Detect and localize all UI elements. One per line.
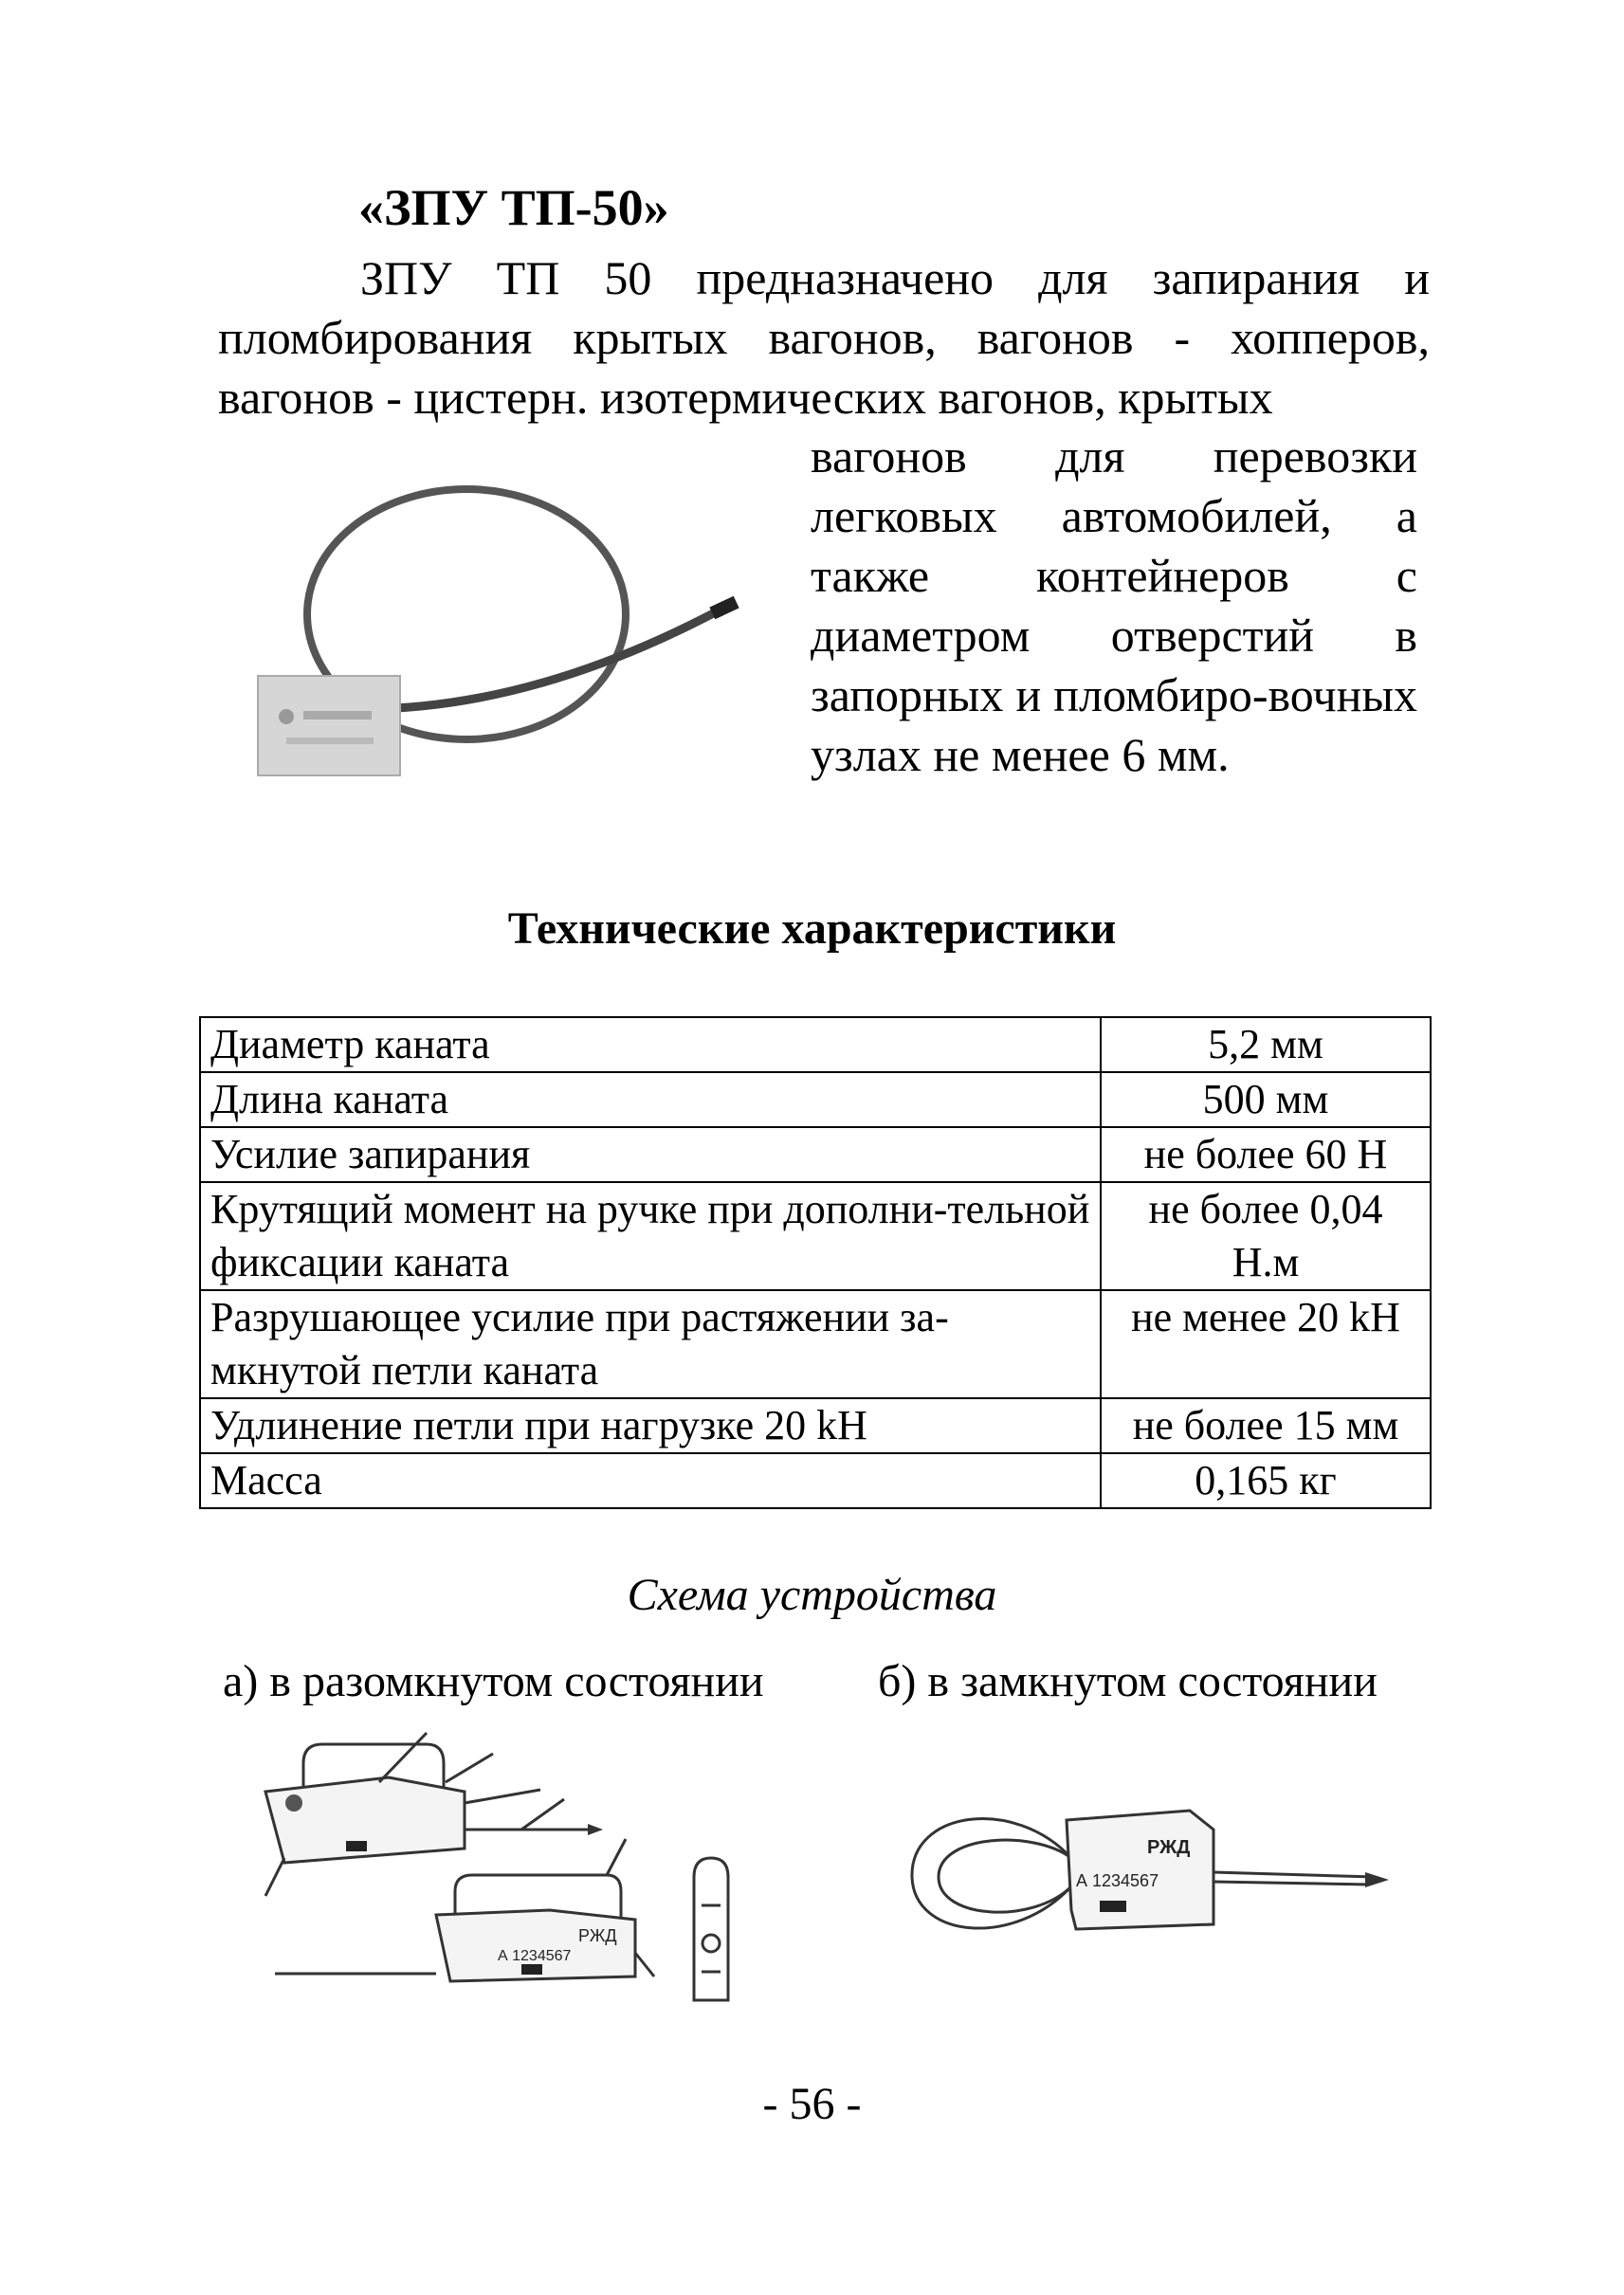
seal-logo-mark xyxy=(279,709,294,724)
table-row xyxy=(200,1398,1431,1453)
spec-param: Диаметр каната xyxy=(200,1017,1101,1072)
cable-tip xyxy=(709,596,739,620)
table-row xyxy=(200,1127,1431,1182)
table-row xyxy=(200,1072,1431,1127)
product-photo xyxy=(248,472,779,804)
spec-value: не менее 20 kH xyxy=(1101,1290,1431,1398)
section-heading-tech: Технические характеристики xyxy=(507,903,1117,954)
spec-value: 500 мм xyxy=(1101,1072,1431,1127)
spec-param: Длина каната xyxy=(200,1072,1101,1127)
seal-logo-mark xyxy=(285,1794,302,1812)
cable-end xyxy=(362,610,721,709)
spec-param: Усилие запирания xyxy=(200,1127,1101,1182)
table-row xyxy=(200,1453,1431,1508)
spec-value: 0,165 кг xyxy=(1101,1453,1431,1508)
seal-label: РЖД xyxy=(1147,1837,1191,1858)
seal-body xyxy=(258,676,400,775)
intro-paragraph-continued: вагонов для перевозки легковых автомобилей, а также контейнеров с диаметром отверстий в запорных и пломбиро-вочных узлах не менее 6 мм. xyxy=(811,429,1417,781)
table-row xyxy=(200,1182,1431,1290)
spec-table xyxy=(199,1016,1432,1509)
caption-closed-state: б) в замкнутом состоянии xyxy=(878,1656,1378,1706)
intro-paragraph: ЗПУ ТП 50 предназначено для запирания и пломбирования крытых вагонов, вагонов - хопперов, вагонов - цистерн. изотермических вагонов, крытых xyxy=(218,251,1430,424)
seal-number: А 1234567 xyxy=(498,1948,572,1964)
seal-label: РЖД xyxy=(578,1926,617,1945)
page-number: - 56 - xyxy=(762,2079,862,2129)
caption-open-state: а) в разомкнутом состоянии xyxy=(223,1656,764,1706)
seal-number: А 1234567 xyxy=(1076,1871,1159,1890)
table-row xyxy=(200,1017,1431,1072)
spec-param: Удлинение петли при нагрузке 20 kH xyxy=(200,1398,1101,1453)
diagram-open-state xyxy=(237,1725,768,2019)
spec-value: не более 15 мм xyxy=(1101,1398,1431,1453)
spec-value: 5,2 мм xyxy=(1101,1017,1431,1072)
spec-param: Разрушающее усилие при растяжении за-мкнутой петли каната xyxy=(200,1290,1101,1398)
diagram-closed-state xyxy=(901,1787,1394,1958)
spec-param: Крутящий момент на ручке при дополни-тельной фиксации каната xyxy=(200,1182,1101,1290)
spec-value: не более 60 Н xyxy=(1101,1127,1431,1182)
table-row xyxy=(200,1290,1431,1398)
page-title: «ЗПУ ТП-50» xyxy=(358,179,669,236)
spec-param: Масса xyxy=(200,1453,1101,1508)
spec-value: не более 0,04 Н.м xyxy=(1101,1182,1431,1290)
section-heading-scheme: Схема устройства xyxy=(627,1570,997,1620)
